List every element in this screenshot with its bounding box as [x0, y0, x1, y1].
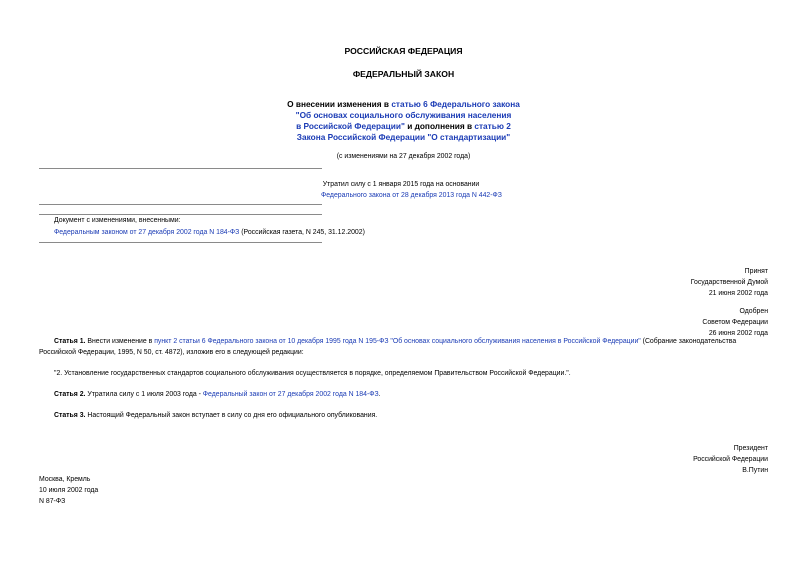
signature-line-1: Президент	[733, 445, 768, 452]
title-line-4	[0, 132, 807, 143]
adopted-line-1: Принят	[744, 268, 768, 275]
article-1-line-1	[39, 336, 736, 347]
adopted-line-2: Государственной Думой	[690, 279, 768, 286]
title-line-3	[0, 121, 807, 132]
title-link-article6[interactable]: статью 6 Федерального закона	[391, 99, 520, 109]
article-2-end: .	[378, 391, 381, 398]
quoted-text: "2. Установление государственных стандартов социального обслуживания осуществляется в порядке, определяемом Правительством Российской Федерации.".	[54, 370, 571, 377]
amendments-notice	[54, 216, 365, 237]
article-2-label: Статья 2.	[54, 391, 86, 398]
title-link-standardization-law[interactable]: Закона Российской Федерации "О стандартизации"	[296, 132, 511, 142]
signature-line-2: Российской Федерации	[693, 456, 768, 463]
law-type-heading: ФЕДЕРАЛЬНЫЙ ЗАКОН	[352, 69, 455, 79]
article-1-text-2: (Собрание законодательства	[640, 338, 737, 345]
article-3-text: Настоящий Федеральный закон вступает в силу со дня его официального опубликования.	[85, 412, 378, 419]
article-2	[54, 389, 381, 400]
signature-line-3: В.Путин	[742, 467, 768, 474]
article-2-link[interactable]: Федеральный закон от 27 декабря 2002 года N 184-ФЗ	[202, 391, 379, 398]
adopted-block	[691, 266, 768, 299]
article-1-label: Статья 1.	[54, 338, 86, 345]
title-line-2	[0, 110, 807, 121]
article-1-line-2: Российской Федерации, 1995, N 50, ст. 4872), изложив его в следующей редакции:	[39, 349, 304, 356]
divider	[39, 214, 322, 215]
signature-block	[693, 443, 768, 476]
article-1-text: Внести изменение в	[85, 338, 155, 345]
amendments-intro: Документ с изменениями, внесенными:	[54, 217, 181, 224]
approved-line-3: 26 июня 2002 года	[708, 330, 768, 337]
lost-force-line: Утратил силу с 1 января 2015 года на основании	[322, 181, 480, 188]
title-link-russian-federation[interactable]: в Российской Федерации"	[296, 121, 405, 131]
lost-force-line-2	[321, 191, 502, 200]
article-2-text: Утратила силу с 1 июля 2003 года -	[85, 391, 203, 398]
title-link-article2[interactable]: статью 2	[474, 121, 511, 131]
article-1	[39, 336, 736, 358]
place-line-2: 10 июля 2002 года	[39, 487, 99, 494]
lost-force-notice	[321, 180, 502, 200]
article-1-link[interactable]: пункт 2 статьи 6 Федерального закона от 10 декабря 1995 года N 195-ФЗ "Об основах социального обслуживания населения в Российской Федерации"	[154, 338, 641, 345]
place-date-block	[39, 474, 98, 507]
amendments-source: (Российская газета, N 245, 31.12.2002)	[239, 229, 365, 236]
title-link-law-name[interactable]: "Об основах социального обслуживания населения	[295, 110, 512, 120]
amendments-line	[54, 228, 365, 237]
adopted-line-3: 21 июня 2002 года	[708, 290, 768, 297]
place-line-3: N 87-ФЗ	[39, 498, 66, 505]
article-3	[54, 410, 377, 421]
title-mid: и дополнения в	[404, 121, 475, 131]
place-line-1: Москва, Кремль	[39, 476, 91, 483]
title-line-1	[0, 99, 807, 110]
divider	[39, 204, 322, 205]
amendments-link[interactable]: Федеральным законом от 27 декабря 2002 года N 184-ФЗ	[54, 229, 240, 236]
title-prefix: О внесении изменения в	[287, 99, 392, 109]
divider	[39, 168, 322, 169]
divider	[39, 242, 322, 243]
approved-line-2: Советом Федерации	[702, 319, 768, 326]
article-3-label: Статья 3.	[54, 412, 86, 419]
approved-line-1: Одобрен	[739, 308, 768, 315]
lost-force-link[interactable]: Федерального закона от 28 декабря 2013 года N 442-ФЗ	[321, 192, 502, 199]
document-title	[0, 99, 807, 143]
amended-note: (с изменениями на 27 декабря 2002 года)	[336, 153, 471, 160]
country-heading: РОССИЙСКАЯ ФЕДЕРАЦИЯ	[344, 46, 463, 56]
approved-block	[702, 306, 768, 339]
